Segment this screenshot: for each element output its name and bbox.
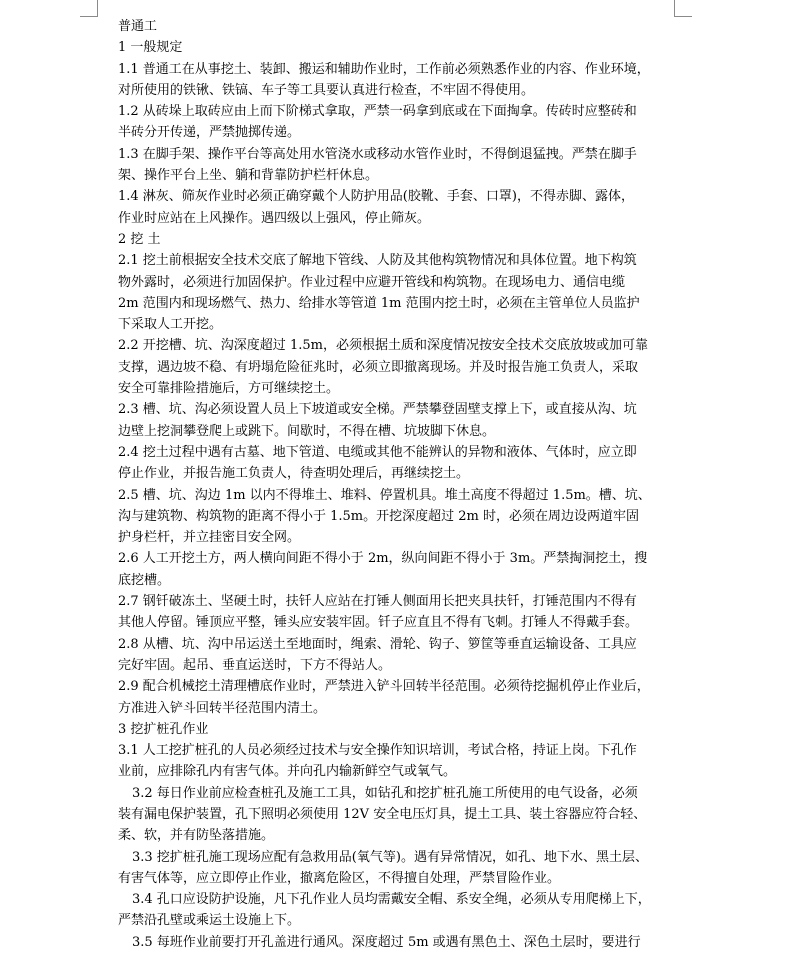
text-line: 2.2 开挖槽、坑、沟深度超过 1.5m，必须根据土质和深度情况按安全技术交底放坡或加可靠	[118, 338, 648, 354]
text-line: 2.1 挖土前根据安全技术交底了解地下管线、人防及其他构筑物情况和具体位置。地下构筑	[118, 253, 637, 269]
text-line: 严禁沿孔壁或乘运土设施上下。	[118, 913, 301, 929]
text-line: 有害气体等，应立即停止作业，撤离危险区，不得擅自处理，严禁冒险作业。	[118, 870, 561, 886]
text-line: 下采取人工开挖。	[118, 317, 223, 333]
text-line: 2.9 配合机械挖土清理槽底作业时，严禁进入铲斗回转半径范围。必须待挖掘机停止作业后，	[118, 679, 650, 695]
text-line: 2 挖 土	[118, 231, 161, 247]
text-line: 底挖槽。	[118, 572, 171, 588]
text-line: 3.4 孔口应设防护设施，凡下孔作业人员均需戴安全帽、系安全绳，必须从专用爬梯上下，	[132, 892, 651, 908]
text-line: 架、操作平台上坐、躺和背靠防护栏杆休息。	[118, 168, 379, 184]
text-line: 支撑，遇边坡不稳、有坍塌危险征兆时，必须立即撤离现场。并及时报告施工负责人，采取	[118, 359, 639, 375]
text-line: 停止作业，并报告施工负责人，待查明处理后，再继续挖土。	[118, 466, 470, 482]
text-line: 装有漏电保护装置，孔下照明必须使用 12V 安全电压灯具，提土工具、装土容器应符合轻、	[118, 806, 647, 822]
text-line: 1 一般规定	[118, 40, 183, 56]
left-crop-mark-vertical	[97, 0, 98, 17]
text-line: 2.8 从槽、坑、沟中吊运送土至地面时，绳索、滑轮、钩子、箩筐等垂直运输设备、工具应	[118, 636, 637, 652]
text-line: 3.1 人工挖扩桩孔的人员必须经过技术与安全操作知识培训，考试合格，持证上岗。下孔作	[118, 743, 637, 759]
document-title: 普通工	[118, 19, 158, 34]
right-crop-mark-vertical	[674, 0, 675, 17]
text-line: 1.3 在脚手架、操作平台等高处用水管浇水或移动水管作业时，不得倒退猛拽。严禁在脚手	[118, 146, 637, 162]
text-line: 2.6 人工开挖土方，两人横向间距不得小于 2m，纵向间距不得小于 3m。严禁掏洞挖土，搜	[118, 551, 648, 567]
text-line: 半砖分开传递，严禁抛掷传递。	[118, 125, 301, 141]
text-line: 1.2 从砖垛上取砖应由上而下阶梯式拿取，严禁一码拿到底或在下面掏拿。传砖时应整砖和	[118, 104, 637, 120]
text-line: 2.7 钢钎破冻土、坚硬土时，扶钎人应站在打锤人侧面用长把夹具扶钎，打锤范围内不得有	[118, 594, 637, 610]
text-line: 物外露时，必须进行加固保护。作业过程中应避开管线和构筑物。在现场电力、通信电缆	[118, 274, 626, 290]
text-line: 完好牢固。起吊、垂直运送时，下方不得站人。	[118, 657, 392, 673]
text-line: 3.2 每日作业前应检查桩孔及施工工具，如钻孔和挖扩桩孔施工所使用的电气设备，必须	[132, 785, 638, 801]
text-line: 3.5 每班作业前要打开孔盖进行通风。深度超过 5m 或遇有黑色土、深色土层时，要进行	[132, 934, 641, 950]
left-crop-mark-horizontal	[80, 16, 98, 17]
text-line: 作业时应站在上风操作。遇四级以上强风，停止筛灰。	[118, 210, 431, 226]
text-line: 1.1 普通工在从事挖土、装卸、搬运和辅助作业时，工作前必须熟悉作业的内容、作业环境，	[118, 61, 650, 77]
text-line: 2.3 槽、坑、沟必须设置人员上下坡道或安全梯。严禁攀登固壁支撑上下，或直接从沟、坑	[118, 402, 637, 418]
text-line: 2.4 挖土过程中遇有古墓、地下管道、电缆或其他不能辨认的异物和液体、气体时，应立即	[118, 444, 637, 460]
text-line: 护身栏杆，并立挂密目安全网。	[118, 530, 301, 546]
text-line: 1.4 淋灰、筛灰作业时必须正确穿戴个人防护用品(胶靴、手套、口罩)，不得赤脚、露体，	[118, 189, 634, 205]
text-line: 业前，应排除孔内有害气体。并向孔内输新鲜空气或氧气。	[118, 764, 457, 780]
text-line: 2m 范围内和现场燃气、热力、给排水等管道 1m 范围内挖土时，必须在主管单位人员监护	[118, 295, 640, 311]
text-line: 3.3 挖扩桩孔施工现场应配有急救用品(氧气等)。遇有异常情况，如孔、地下水、黑土层、	[132, 849, 648, 865]
text-line: 其他人停留。锤顶应平整，锤头应安装牢固。钎子应直且不得有飞刺。打锤人不得戴手套。	[118, 615, 639, 631]
text-line: 柔、软，并有防坠落措施。	[118, 828, 275, 844]
text-line: 边壁上挖洞攀登爬上或跳下。间歇时，不得在槽、坑坡脚下休息。	[118, 423, 496, 439]
document-lines	[118, 37, 678, 953]
text-line: 沟与建筑物、构筑物的距离不得小于 1.5m。开挖深度超过 2m 时，必须在周边设两道牢固	[118, 508, 639, 524]
text-line: 安全可靠排险措施后，方可继续挖土。	[118, 381, 340, 397]
text-line: 3 挖扩桩孔作业	[118, 721, 209, 737]
text-line: 2.5 槽、坑、沟边 1m 以内不得堆土、堆料、停置机具。堆土高度不得超过 1.5m。槽、坑、	[118, 487, 651, 503]
text-line: 对所使用的铁锹、铁镐、车子等工具要认真进行检查，不牢固不得使用。	[118, 82, 535, 98]
document-body	[118, 16, 678, 953]
text-line: 方准进入铲斗回转半径范围内清土。	[118, 700, 327, 716]
